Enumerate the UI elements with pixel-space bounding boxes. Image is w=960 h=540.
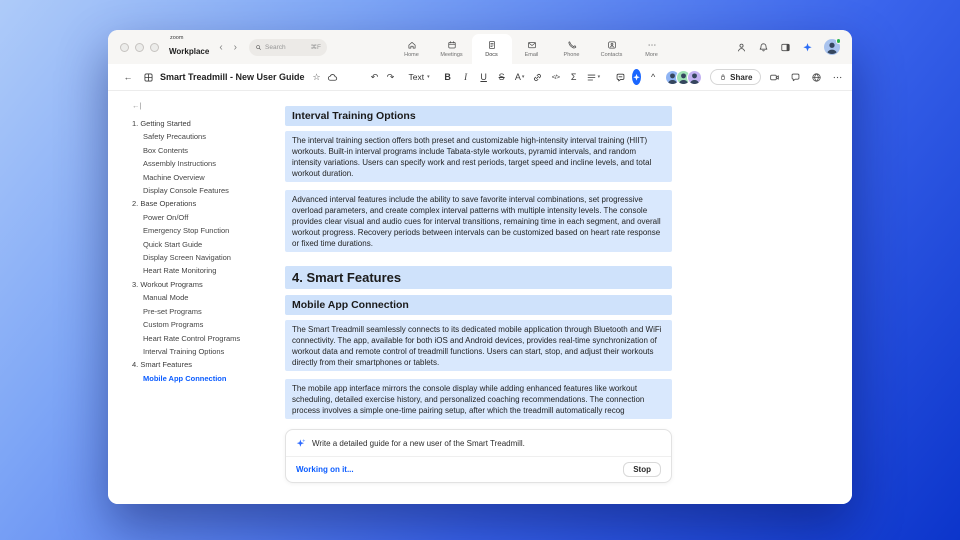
doc-heading[interactable]: Mobile App Connection [285, 295, 672, 315]
toc-item-display-console-features[interactable]: Display Console Features [143, 186, 229, 196]
search-input[interactable] [249, 39, 327, 56]
text-style-label: Text [408, 72, 425, 82]
tab-meetings[interactable] [432, 34, 472, 64]
text-color-button[interactable] [512, 68, 528, 86]
tab-docs[interactable] [472, 34, 512, 64]
doc-heading[interactable]: Interval Training Options [285, 106, 672, 126]
ai-companion-panel [285, 429, 672, 483]
tab-email[interactable] [512, 34, 552, 64]
history-nav [219, 42, 237, 53]
doc-paragraph[interactable]: Advanced interval features include the ability to save favorite interval combinations, set progressive overload parameters, and create complex interval patterns with multiple intensity levels. The console provides clear visual and audio cues for interval transitions, remaining time in each segment, and overall workout progress. Recovery periods between intervals can be customized based on heart rate response or fixed time durations. [285, 190, 672, 252]
close-window-button[interactable] [120, 43, 129, 52]
link-button[interactable] [530, 68, 546, 86]
ai-companion-icon[interactable] [802, 42, 813, 53]
glyph: I [464, 72, 468, 82]
maximize-window-button[interactable] [150, 43, 159, 52]
document-toolbar [108, 64, 852, 91]
search-icon [255, 44, 262, 51]
toc-item-box-contents[interactable]: Box Contents [143, 145, 189, 155]
ai-status-text: Working on it... [296, 465, 354, 474]
titlebar-right-icons [736, 39, 840, 55]
forward-nav-button[interactable]: › [233, 41, 237, 53]
align-button[interactable] [584, 68, 603, 86]
back-button[interactable]: ← [123, 72, 133, 82]
search-shortcut: ⌘F [310, 44, 321, 51]
logo-workplace-text: Workplace [169, 47, 210, 57]
toc-item-custom-programs[interactable]: Custom Programs [143, 320, 204, 330]
redo-button[interactable]: ↷ [386, 71, 395, 82]
phone-icon [567, 40, 577, 50]
underline-button[interactable] [476, 68, 492, 86]
toc-item-emergency-stop-function[interactable]: Emergency Stop Function [143, 226, 230, 236]
ai-sparkle-icon [296, 438, 306, 448]
toc-item-power-on-off[interactable]: Power On/Off [143, 212, 189, 222]
zoom-workplace-logo [169, 36, 209, 59]
tab-label: Contacts [600, 52, 623, 58]
tab-label: Docs [485, 52, 498, 58]
toc-item-4-smart-features[interactable]: 4. Smart Features [132, 360, 193, 370]
tab-more[interactable] [632, 34, 672, 64]
search-placeholder: Search [265, 43, 286, 51]
doc-icon [487, 40, 497, 50]
link-icon [532, 72, 543, 83]
toc-item-assembly-instructions[interactable]: Assembly Instructions [143, 159, 216, 169]
toolbar-right-icons [769, 72, 843, 83]
doc-paragraph[interactable]: The Smart Treadmill seamlessly connects to its dedicated mobile application through Bluetooth and WiFi connectivity. The app, available for both iOS and Android devices, provides real-time synchronization of workout data and remote control of treadmill functions. Users can start, stop, and adjust their workouts directly from their smartphones or tablets. [285, 320, 672, 371]
toc-item-display-screen-navigation[interactable]: Display Screen Navigation [143, 253, 231, 263]
contacts-icon [607, 40, 617, 50]
toc-item-heart-rate-monitoring[interactable]: Heart Rate Monitoring [143, 266, 217, 276]
toc-collapse-icon[interactable]: ←| [132, 101, 142, 110]
tab-home[interactable] [392, 34, 432, 64]
format-buttons-group [440, 68, 603, 86]
bold-button[interactable] [440, 68, 456, 86]
app-nav-tabs [392, 30, 672, 64]
tab-label: Phone [563, 52, 580, 58]
zoom-workplace-window [108, 30, 852, 504]
more-icon [647, 40, 657, 50]
ai-prompt-text: Write a detailed guide for a new user of the Smart Treadmill. [312, 438, 525, 448]
strikethrough-button[interactable] [494, 68, 510, 86]
tab-label: Email [524, 52, 539, 58]
document-blocks [285, 106, 672, 419]
chevron-down-icon: ▾ [521, 74, 525, 80]
comment-button[interactable] [612, 68, 628, 86]
glyph: B [444, 72, 451, 82]
globe-icon[interactable] [811, 72, 822, 83]
formula-button[interactable] [566, 68, 582, 86]
window-controls [120, 43, 159, 52]
tab-label: Home [404, 52, 419, 58]
titlebar [108, 30, 852, 64]
text-style-dropdown[interactable] [409, 72, 430, 82]
collapse-toolbar-button[interactable]: ^ [651, 72, 656, 82]
user-avatar[interactable] [824, 39, 840, 55]
document-title[interactable]: Smart Treadmill - New User Guide [160, 72, 305, 82]
toc-item-interval-training-options[interactable]: Interval Training Options [143, 346, 225, 356]
toc-item-manual-mode[interactable]: Manual Mode [143, 293, 189, 303]
toc-item-pre-set-programs[interactable]: Pre-set Programs [143, 306, 202, 316]
undo-button[interactable]: ↶ [370, 71, 379, 82]
toc-item-1-getting-started[interactable]: 1. Getting Started [132, 119, 191, 128]
toc-item-quick-start-guide[interactable]: Quick Start Guide [143, 239, 203, 249]
toc-item-heart-rate-control-programs[interactable]: Heart Rate Control Programs [143, 333, 241, 343]
chevron-down-icon: ▾ [597, 74, 601, 80]
tab-phone[interactable] [552, 34, 592, 64]
home-icon [407, 40, 417, 50]
glyph: S [498, 72, 505, 82]
online-status-dot [836, 38, 842, 44]
cloud-sync-icon [325, 68, 341, 86]
side-panel-toggle-icon[interactable] [780, 42, 791, 53]
ai-companion-button[interactable] [632, 69, 641, 85]
code-button[interactable] [548, 68, 564, 86]
logo-zoom-text: zoom [170, 34, 184, 41]
calendar-icon [447, 40, 457, 50]
back-nav-button[interactable]: ‹ [219, 41, 223, 53]
minimize-window-button[interactable] [135, 43, 144, 52]
lock-icon [719, 73, 727, 81]
collaborator-3-avatar[interactable] [687, 70, 702, 85]
tab-contacts[interactable] [592, 34, 632, 64]
toc-list [132, 117, 280, 385]
toc-item-machine-overview[interactable]: Machine Overview [143, 172, 205, 182]
document-body [280, 91, 672, 504]
tab-label: More [645, 52, 658, 58]
tab-label: Meetings [440, 52, 463, 58]
star-favorite-button[interactable]: ☆ [312, 71, 321, 82]
docs-home-icon[interactable] [140, 68, 156, 86]
glyph: A [514, 72, 521, 82]
mail-icon [527, 40, 537, 50]
doc-paragraph[interactable]: The mobile app interface mirrors the console display while adding enhanced features like workout scheduling, detailed exercise history, and personalized coaching recommendations. The connection process involves a simple one-time pairing setup, after which the treadmill automatically recog [285, 379, 672, 419]
toc-item-safety-precautions[interactable]: Safety Precautions [143, 132, 206, 142]
ai-status-row [286, 456, 671, 482]
share-button[interactable] [710, 69, 761, 85]
toc-item-3-workout-programs[interactable]: 3. Workout Programs [132, 279, 203, 289]
glyph: </> [551, 73, 560, 81]
ai-prompt-row [286, 430, 671, 456]
collaborator-avatars [661, 70, 702, 85]
video-camera-icon[interactable] [769, 72, 780, 83]
content-area [108, 91, 852, 504]
chat-icon[interactable] [790, 72, 801, 83]
glyph: U [480, 72, 487, 82]
stop-button[interactable]: Stop [623, 462, 661, 477]
italic-button[interactable] [458, 68, 474, 86]
table-of-contents [108, 91, 280, 504]
toc-item-2-base-operations[interactable]: 2. Base Operations [132, 199, 197, 209]
doc-paragraph[interactable]: The interval training section offers both preset and customizable high-intensity interval training (HIIT) workouts. Built-in interval programs include Tabata-style workouts, pyramid intervals, and random intensity variations. Users can specify work and rest periods, target speed and incline levels, and total workout duration. [285, 131, 672, 182]
profile-icon[interactable] [736, 42, 747, 53]
share-label: Share [730, 72, 753, 82]
doc-heading[interactable]: 4. Smart Features [285, 266, 672, 289]
toc-item-mobile-app-connection[interactable]: Mobile App Connection [143, 373, 227, 383]
glyph: Σ [570, 72, 577, 82]
chevron-down-icon: ▾ [427, 74, 430, 80]
more-options-icon[interactable] [832, 72, 843, 83]
notifications-bell-icon[interactable] [758, 42, 769, 53]
align-icon [586, 72, 597, 83]
